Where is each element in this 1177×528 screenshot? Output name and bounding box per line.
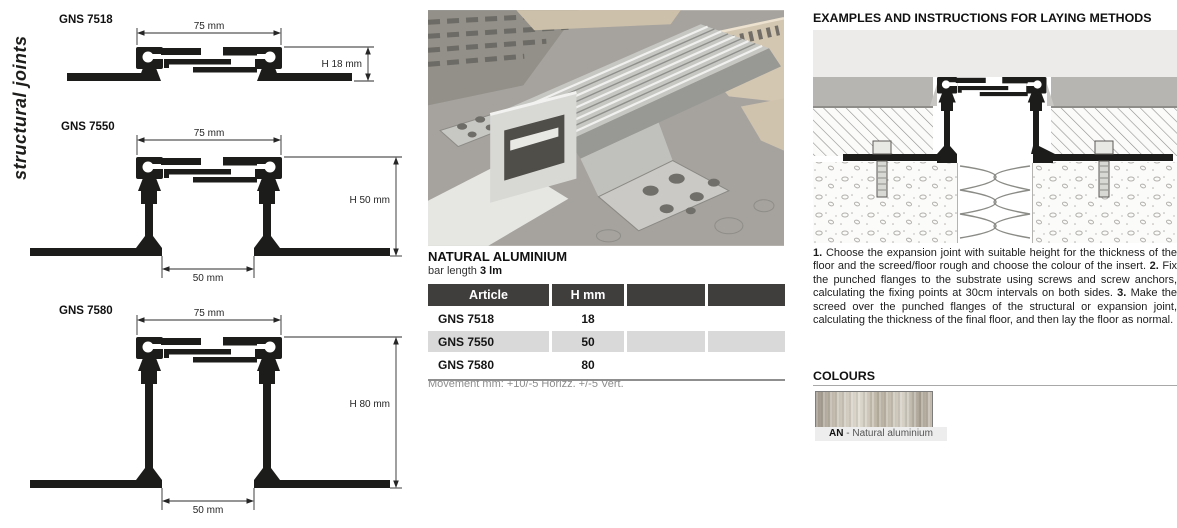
table-header-row: [428, 284, 785, 306]
table-row: [428, 331, 785, 352]
cell-empty: [708, 331, 785, 352]
cell-h: 50: [552, 331, 624, 352]
side-title-text: structural joints: [10, 35, 30, 180]
swatch-name: Natural aluminium: [852, 428, 933, 439]
illus-tile-left: [813, 77, 933, 106]
profile-drawing-gns-7580: [30, 308, 402, 516]
technical-drawings: [0, 0, 420, 528]
illus-screed-right: [1051, 108, 1177, 156]
drawing-label-gns-7518: GNS 7518: [59, 14, 113, 26]
dimension-h80: [284, 337, 402, 488]
step-1: 1. Choose the expansion joint with suitable height for the thickness of the floor and the screed/floor rough and choose the colour of the insert.: [813, 247, 1177, 273]
col-header-hmm: H mm: [552, 284, 624, 306]
bar-length: [428, 265, 502, 277]
illus-tile-right: [1051, 77, 1177, 106]
col-header-empty-2: [708, 284, 785, 306]
dim-base-7550: 50 mm: [192, 273, 224, 284]
cell-empty: [708, 308, 785, 329]
dim-width-7550: 75 mm: [193, 128, 225, 139]
movement-note: Movement mm: +10/-5 Horizz. +/-5 Vert.: [428, 378, 624, 390]
cell-empty: [627, 331, 705, 352]
dimension-h50: [284, 157, 402, 256]
table-row: [428, 308, 785, 329]
product-photo: [428, 10, 784, 246]
col-header-empty-1: [627, 284, 705, 306]
cell-article: GNS 7580: [428, 354, 549, 375]
cell-article: GNS 7518: [428, 308, 549, 329]
col-header-article: Article: [428, 284, 549, 306]
bar-length-label: bar length: [428, 265, 477, 277]
colours-rule: [813, 385, 1177, 386]
swatch-separator: -: [843, 428, 853, 439]
step-2: 2. Fix the punched flanges to the substrate using screws and screw anchors, calculating the fixing points at 30cm intervals on both sides.: [813, 260, 1177, 300]
cell-empty: [627, 354, 705, 375]
cell-h: 80: [552, 354, 624, 375]
swatch-code: AN: [829, 428, 844, 439]
dim-height-7580: H 80 mm: [349, 399, 390, 410]
colours-title: COLOURS: [813, 369, 875, 383]
finish-title: NATURAL ALUMINIUM: [428, 249, 568, 264]
dim-width-7580: 75 mm: [193, 308, 225, 319]
dim-width-7518: 75 mm: [193, 21, 225, 32]
spec-table: [428, 284, 785, 381]
drawing-label-gns-7580: GNS 7580: [59, 305, 113, 317]
dim-height-7550: H 50 mm: [349, 195, 390, 206]
profile-drawing-gns-7550: [30, 128, 402, 284]
table-row: [428, 354, 785, 375]
illus-top-band: [813, 30, 1177, 77]
cell-h: 18: [552, 308, 624, 329]
laying-instructions: [813, 247, 1177, 327]
laying-method-illustration: [813, 30, 1177, 243]
cell-empty: [708, 354, 785, 375]
cell-empty: [627, 308, 705, 329]
profile-drawing-gns-7518: [67, 21, 374, 81]
bar-length-value: 3 lm: [480, 265, 503, 277]
drawing-label-gns-7550: GNS 7550: [61, 121, 115, 133]
cell-article: GNS 7550: [428, 331, 549, 352]
colour-swatch-caption: [815, 427, 947, 441]
dim-height-7518: H 18 mm: [321, 59, 362, 70]
colour-swatch-natural-aluminium: [815, 391, 933, 428]
instructions-title: EXAMPLES AND INSTRUCTIONS FOR LAYING METHODS: [813, 11, 1152, 25]
dim-base-7580: 50 mm: [192, 505, 224, 516]
step-3: 3. Make the screed over the punched flanges of the structural or expansion joint, calculating the thickness of the final floor, and then lay the floor as normal.: [813, 287, 1177, 327]
